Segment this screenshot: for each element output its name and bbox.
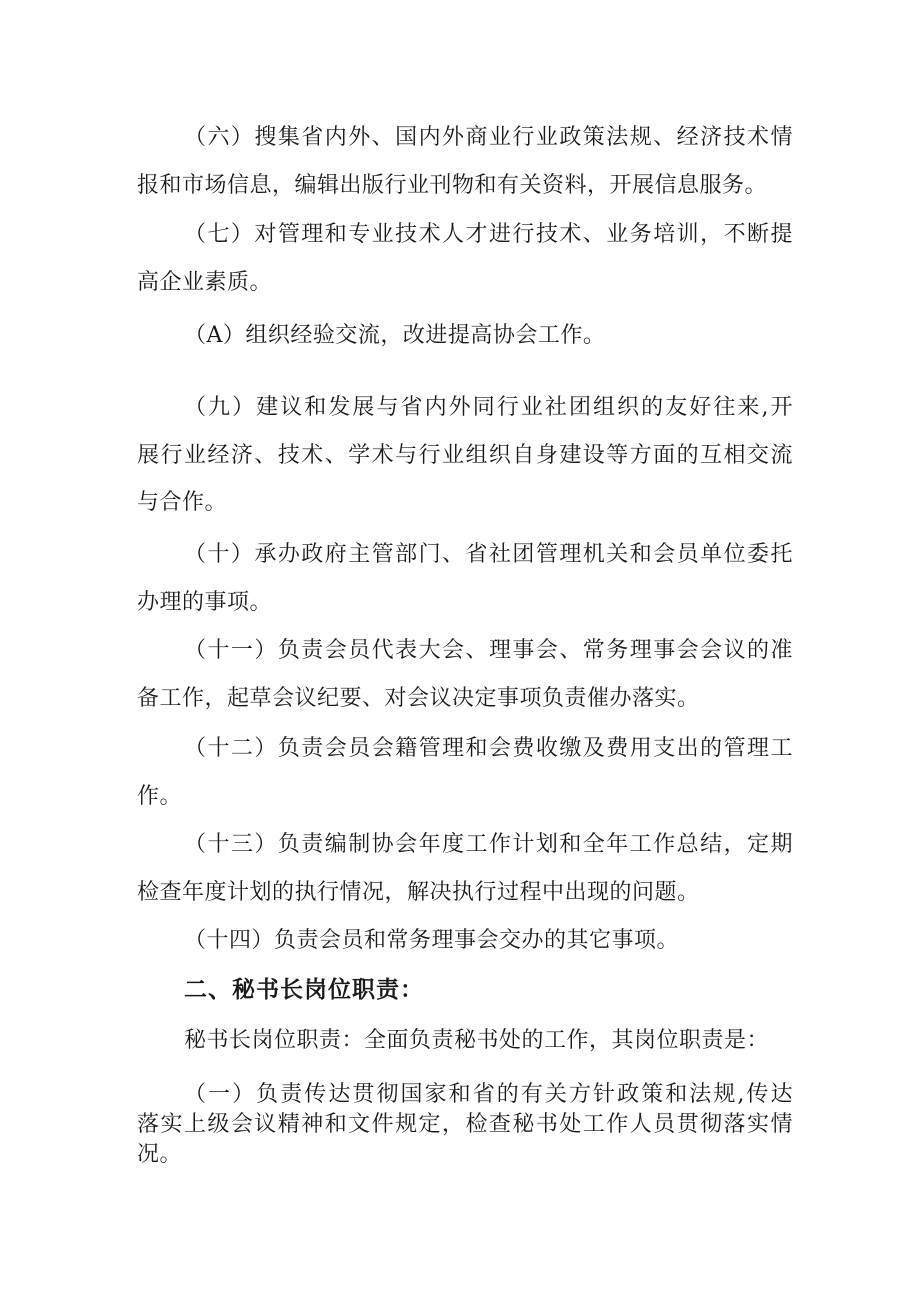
item-11-line-2: 备工作，起草会议纪要、对会议决定事项负责催办落实。 <box>137 686 700 711</box>
item-12-line-2: 作。 <box>137 784 183 809</box>
item-9-line-2: 展行业经济、技术、学术与行业组织自身建设等方面的互相交流 <box>137 443 793 468</box>
item-14-line-1: （十四）负责会员和常务理事会交办的其它事项。 <box>184 928 680 953</box>
item-9-line-1: （九）建议和发展与省内外同行业社团组织的友好往来,开 <box>184 395 793 420</box>
item-11-line-1: （十一）负责会员代表大会、理事会、常务理事会会议的准 <box>184 638 793 663</box>
item-10-line-1: （十）承办政府主管部门、省社团管理机关和会员单位委托 <box>184 542 793 567</box>
item-12-line-1: （十二）负责会员会籍管理和会费收缴及费用支出的管理工 <box>184 736 793 761</box>
item-6-line-1: （六）搜集省内外、国内外商业行业政策法规、经济技术情 <box>184 125 793 150</box>
item-6-line-2: 报和市场信息，编辑出版行业刊物和有关资料，开展信息服务。 <box>137 173 768 198</box>
item-13-line-2: 检查年度计划的执行情况，解决执行过程中出现的问题。 <box>137 880 700 905</box>
intro-paragraph: 秘书长岗位职责：全面负责秘书处的工作，其岗位职责是： <box>184 1028 770 1053</box>
item-8-line-1: （A）组织经验交流，改进提高协会工作。 <box>184 323 606 348</box>
duty-1-line-2: 落实上级会议精神和文件规定，检查秘书处工作人员贯彻落实情 <box>137 1112 793 1137</box>
item-7-line-2: 高企业素质。 <box>137 270 273 295</box>
duty-1-line-1: （一）负责传达贯彻国家和省的有关方针政策和法规,传达 <box>184 1082 793 1107</box>
item-9-line-3: 与合作。 <box>137 490 228 515</box>
duty-1-line-3: 况。 <box>137 1142 183 1167</box>
item-13-line-1: （十三）负责编制协会年度工作计划和全年工作总结，定期 <box>184 832 793 857</box>
item-7-line-1: （七）对管理和专业技术人才进行技术、业务培训，不断提 <box>184 222 793 247</box>
item-10-line-2: 办理的事项。 <box>137 590 273 615</box>
section-heading: 二、秘书长岗位职责： <box>184 977 424 1003</box>
